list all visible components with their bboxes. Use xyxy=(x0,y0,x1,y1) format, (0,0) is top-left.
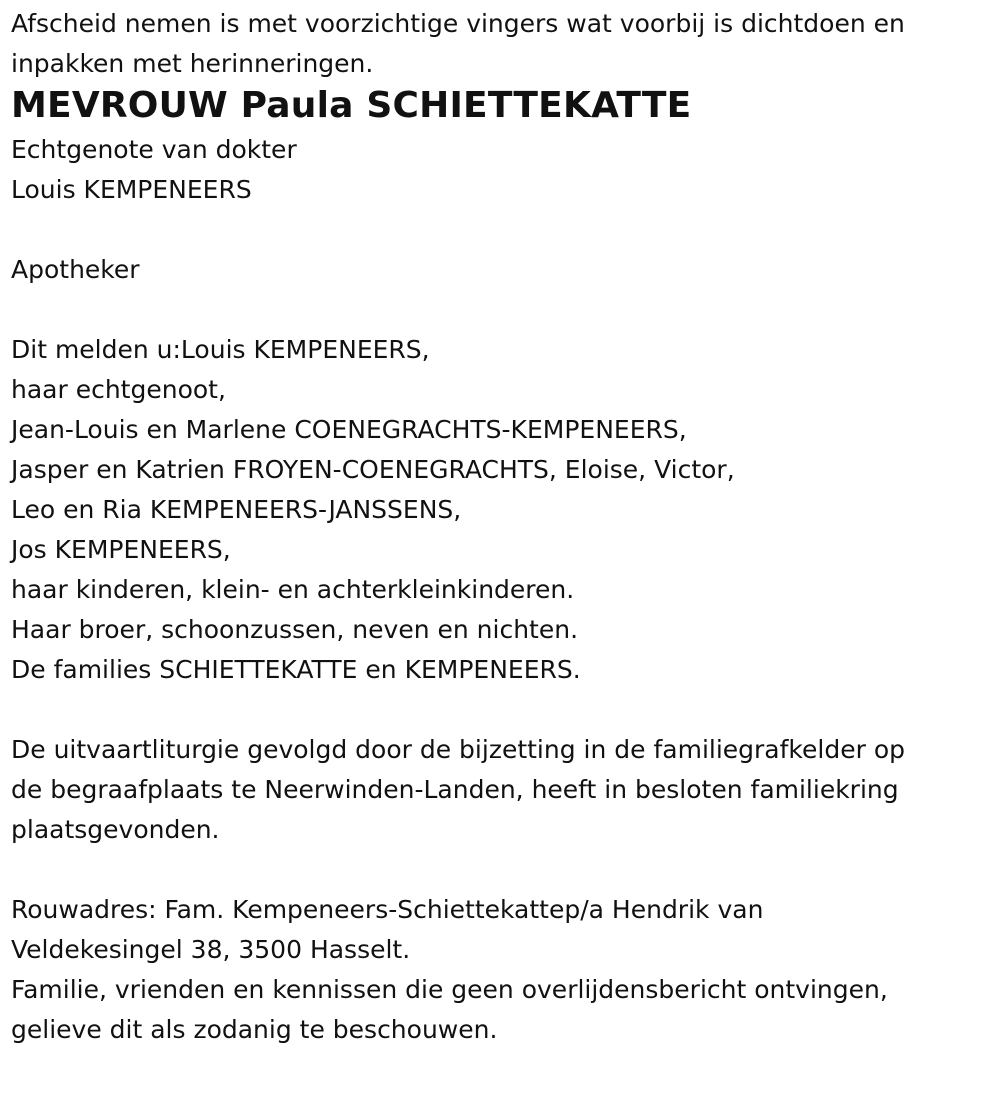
spouse-line: Echtgenote van dokter xyxy=(11,135,297,164)
address-and-notice xyxy=(11,890,980,1050)
family-line: haar kinderen, klein- en achterkleinkinderen. xyxy=(11,575,575,604)
spouse-info xyxy=(11,130,980,210)
address-line: Rouwadres: Fam. Kempeneers-Schiettekattep/a Hendrik van xyxy=(11,895,764,924)
notice-line: gelieve dit als zodanig te beschouwen. xyxy=(11,1015,498,1044)
announced-by xyxy=(11,330,980,690)
funeral-info xyxy=(11,730,980,850)
family-line: haar echtgenoot, xyxy=(11,375,226,404)
spacer xyxy=(11,210,980,250)
family-line: Jean-Louis en Marlene COENEGRACHTS-KEMPENEERS, xyxy=(11,415,687,444)
spacer xyxy=(11,290,980,330)
intro-line: Afscheid nemen is met voorzichtige vingers wat voorbij is dichtdoen en xyxy=(11,9,905,38)
intro-line: inpakken met herinneringen. xyxy=(11,49,374,78)
family-line: De families SCHIETTEKATTE en KEMPENEERS. xyxy=(11,655,581,684)
intro-quote xyxy=(11,4,980,84)
funeral-line: plaatsgevonden. xyxy=(11,815,220,844)
funeral-line: De uitvaartliturgie gevolgd door de bijzetting in de familiegrafkelder op xyxy=(11,735,905,764)
spacer xyxy=(11,850,980,890)
family-line: Jasper en Katrien FROYEN-COENEGRACHTS, Eloise, Victor, xyxy=(11,455,735,484)
deceased-name: MEVROUW Paula SCHIETTEKATTE xyxy=(11,85,692,126)
family-line: Haar broer, schoonzussen, neven en nichten. xyxy=(11,615,579,644)
family-line: Dit melden u:Louis KEMPENEERS, xyxy=(11,335,430,364)
profession: Apotheker xyxy=(11,255,140,284)
spacer xyxy=(11,690,980,730)
family-line: Jos KEMPENEERS, xyxy=(11,535,231,564)
address-line: Veldekesingel 38, 3500 Hasselt. xyxy=(11,935,411,964)
funeral-line: de begraafplaats te Neerwinden-Landen, heeft in besloten familiekring xyxy=(11,775,899,804)
spouse-line: Louis KEMPENEERS xyxy=(11,175,252,204)
notice-line: Familie, vrienden en kennissen die geen overlijdensbericht ontvingen, xyxy=(11,975,888,1004)
family-line: Leo en Ria KEMPENEERS-JANSSENS, xyxy=(11,495,462,524)
